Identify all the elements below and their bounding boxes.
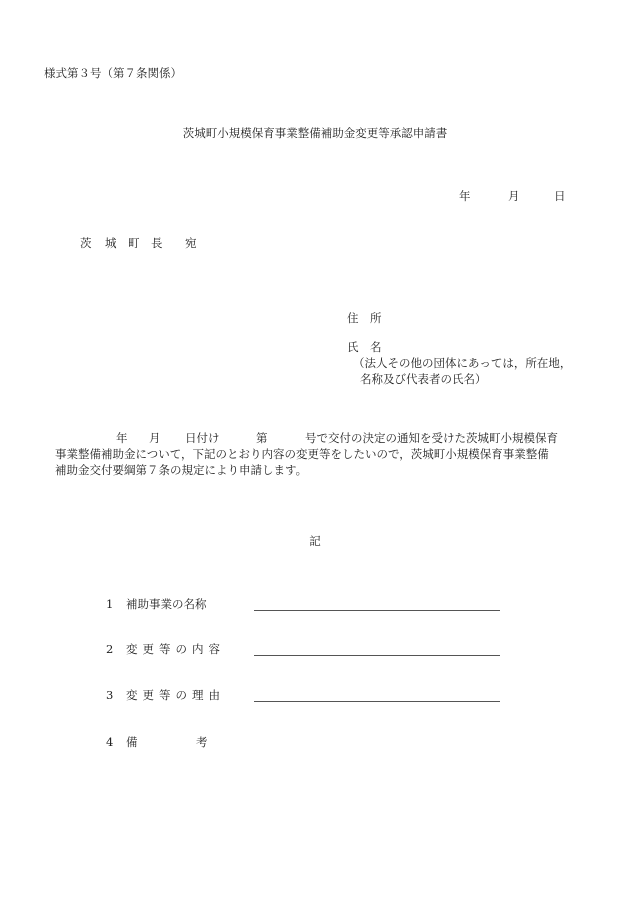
item-label-left: 備 [126, 735, 138, 749]
body-line1-text: 号で交付の決定の通知を受けた茨城町小規模保育 [305, 431, 558, 445]
document-title: 茨城町小規模保育事業整備補助金変更等承認申請書 [182, 126, 448, 140]
body-year: 年 [116, 431, 128, 445]
date-day-label: 日 [554, 189, 566, 203]
item-label: 変更等の理由 [126, 688, 225, 702]
body-number-prefix: 第 [256, 431, 268, 445]
address-label: 住 所 [347, 311, 382, 325]
addressee-char: 町 [128, 236, 140, 250]
applicant-note-line1: （法人その他の団体にあっては，所在地， [353, 356, 572, 370]
change-reason-field-line[interactable] [254, 701, 500, 702]
item-number: 1 [106, 597, 114, 611]
body-line-2: 事業整備補助金について，下記のとおり内容の変更等をしたいので，茨城町小規模保育事業整備 [55, 447, 549, 461]
addressee-char: 長 [151, 236, 163, 250]
addressee-char: 宛 [185, 236, 197, 250]
item-label: 補助事業の名称 [126, 597, 207, 611]
addressee-char: 城 [105, 236, 117, 250]
date-year-label: 年 [459, 189, 471, 203]
item-number: 3 [106, 688, 114, 702]
body-line-3: 補助金交付要綱第７条の規定により申請します。 [55, 463, 308, 477]
applicant-note-line2: 名称及び代表者の氏名） [360, 372, 487, 386]
item-number: 2 [106, 642, 114, 656]
body-date-suffix: 日付け [185, 431, 220, 445]
body-month: 月 [149, 431, 161, 445]
item-number: 4 [106, 735, 114, 749]
form-number: 様式第３号（第７条関係） [44, 66, 182, 80]
date-month-label: 月 [508, 189, 520, 203]
addressee-char: 茨 [80, 236, 92, 250]
name-label: 氏 名 [347, 340, 382, 354]
item-label: 変更等の内容 [126, 642, 225, 656]
project-name-field-line[interactable] [254, 610, 500, 611]
ki-heading: 記 [309, 534, 321, 548]
change-content-field-line[interactable] [254, 655, 500, 656]
item-label-right: 考 [196, 735, 208, 749]
